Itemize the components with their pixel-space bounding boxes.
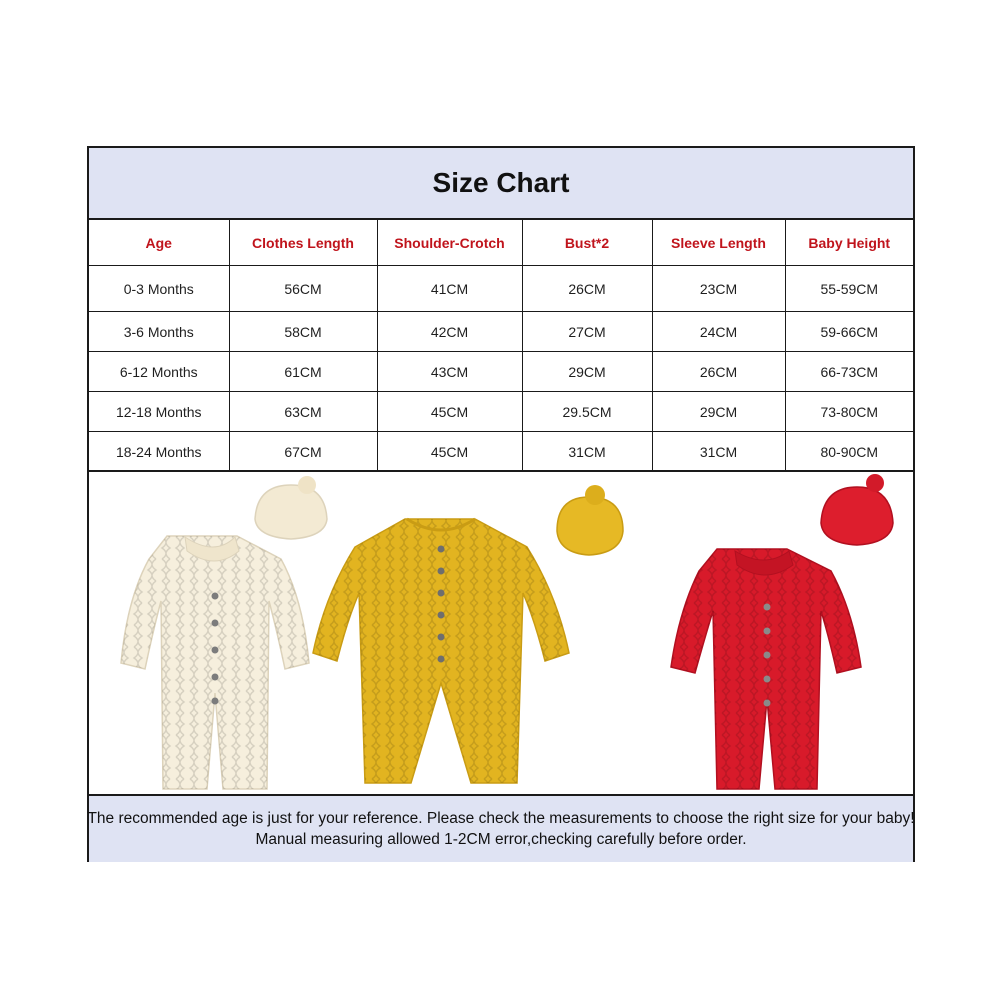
header-sleeve-length: Sleeve Length bbox=[652, 220, 785, 266]
cell-baby-height: 80-90CM bbox=[785, 432, 913, 472]
cell-age: 12-18 Months bbox=[89, 392, 229, 432]
size-chart bbox=[87, 146, 915, 862]
cell-bust: 29CM bbox=[522, 352, 652, 392]
product-photos bbox=[89, 470, 913, 796]
cell-baby-height: 55-59CM bbox=[785, 266, 913, 312]
cell-sleeve-length: 26CM bbox=[652, 352, 785, 392]
cell-age: 6-12 Months bbox=[89, 352, 229, 392]
cell-sleeve-length: 23CM bbox=[652, 266, 785, 312]
header-baby-height: Baby Height bbox=[785, 220, 913, 266]
cell-shoulder-crotch: 45CM bbox=[377, 392, 522, 432]
cell-baby-height: 66-73CM bbox=[785, 352, 913, 392]
cell-sleeve-length: 29CM bbox=[652, 392, 785, 432]
note-line-2: Manual measuring allowed 1-2CM error,checking carefully before order. bbox=[255, 831, 747, 848]
title-bar bbox=[89, 148, 913, 220]
table-row bbox=[89, 312, 913, 352]
cell-clothes-length: 67CM bbox=[229, 432, 377, 472]
table-row bbox=[89, 266, 913, 312]
size-table bbox=[89, 219, 913, 472]
cell-clothes-length: 61CM bbox=[229, 352, 377, 392]
cell-sleeve-length: 24CM bbox=[652, 312, 785, 352]
cell-baby-height: 59-66CM bbox=[785, 312, 913, 352]
cell-shoulder-crotch: 45CM bbox=[377, 432, 522, 472]
red-romper-image bbox=[671, 474, 893, 789]
chart-title: Size Chart bbox=[432, 167, 570, 198]
cell-bust: 29.5CM bbox=[522, 392, 652, 432]
cell-clothes-length: 63CM bbox=[229, 392, 377, 432]
cell-age: 18-24 Months bbox=[89, 432, 229, 472]
mustard-hat bbox=[557, 485, 623, 555]
header-bust: Bust*2 bbox=[522, 220, 652, 266]
cell-bust: 26CM bbox=[522, 266, 652, 312]
mustard-romper-image bbox=[313, 485, 623, 783]
header-clothes-length: Clothes Length bbox=[229, 220, 377, 266]
cream-hat bbox=[255, 476, 327, 539]
cell-shoulder-crotch: 41CM bbox=[377, 266, 522, 312]
cell-clothes-length: 58CM bbox=[229, 312, 377, 352]
header-age: Age bbox=[89, 220, 229, 266]
cell-shoulder-crotch: 42CM bbox=[377, 312, 522, 352]
note-line-1: The recommended age is just for your reference. Please check the measurements to choose the right size for your baby! bbox=[87, 810, 915, 827]
header-shoulder-crotch: Shoulder-Crotch bbox=[377, 220, 522, 266]
cell-age: 0-3 Months bbox=[89, 266, 229, 312]
cell-clothes-length: 56CM bbox=[229, 266, 377, 312]
table-row bbox=[89, 352, 913, 392]
table-row bbox=[89, 392, 913, 432]
cell-bust: 31CM bbox=[522, 432, 652, 472]
cell-baby-height: 73-80CM bbox=[785, 392, 913, 432]
table-row bbox=[89, 432, 913, 472]
header-row bbox=[89, 220, 913, 266]
cream-romper-image bbox=[121, 476, 327, 789]
cell-age: 3-6 Months bbox=[89, 312, 229, 352]
red-hat bbox=[821, 474, 893, 545]
cell-bust: 27CM bbox=[522, 312, 652, 352]
cell-sleeve-length: 31CM bbox=[652, 432, 785, 472]
note-band bbox=[89, 796, 913, 862]
cell-shoulder-crotch: 43CM bbox=[377, 352, 522, 392]
